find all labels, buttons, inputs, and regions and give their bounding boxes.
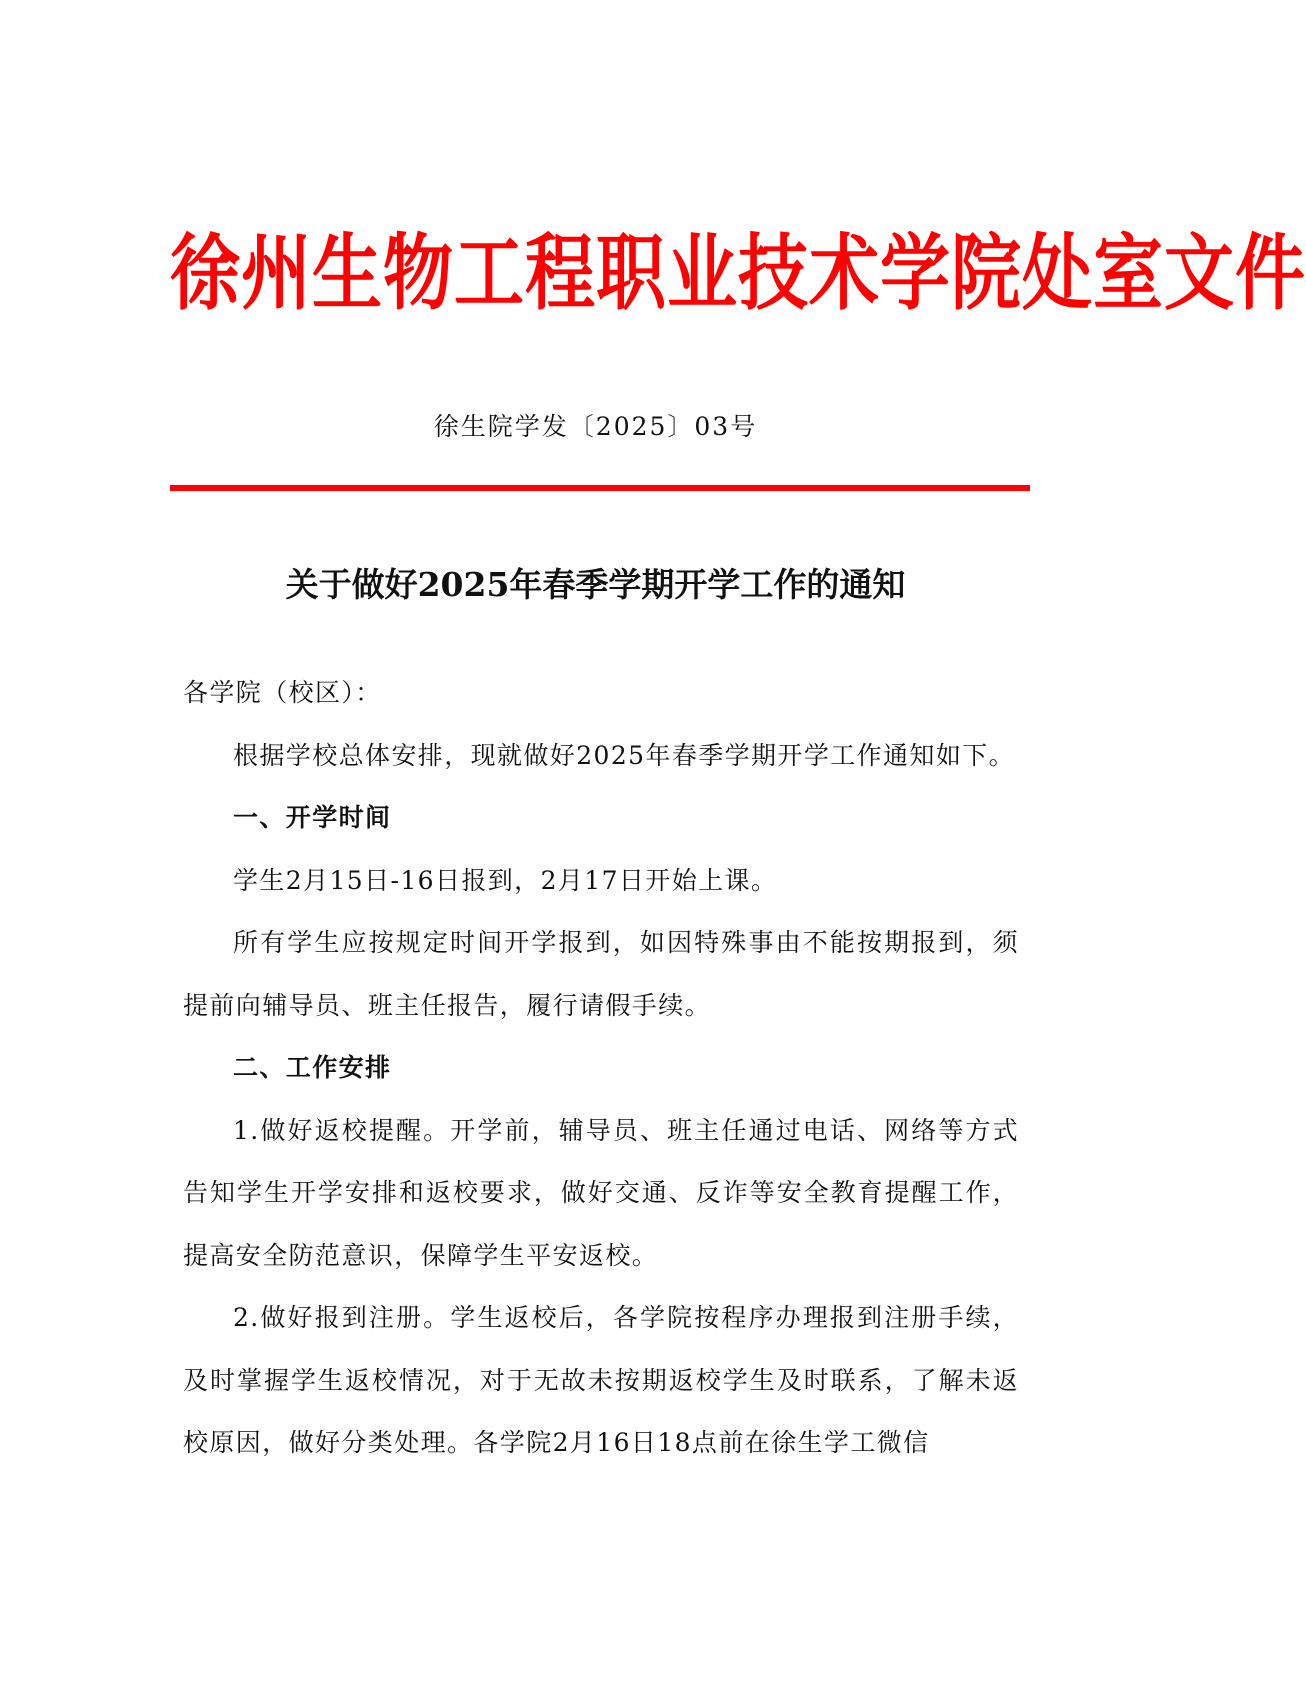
section-heading-work-arrangement: 二、工作安排 <box>233 1053 392 1082</box>
document-body <box>183 662 1019 1475</box>
paragraph: 1.做好返校提醒。开学前，辅导员、班主任通过电话、网络等方式告知学生开学安排和返校要求，做好交通、反诈等安全教育提醒工作，提高安全防范意识，保障学生平安返校。 <box>183 1115 1019 1270</box>
document-title: 关于做好2025年春季学期开学工作的通知 <box>285 565 906 604</box>
salutation: 各学院（校区）： <box>183 678 382 707</box>
section-heading-start-time: 一、开学时间 <box>233 803 392 832</box>
paragraph: 学生2月15日-16日报到，2月17日开始上课。 <box>233 865 778 895</box>
paragraph: 所有学生应按规定时间开学报到，如因特殊事由不能按期报到，须提前向辅导员、班主任报告，履行请假手续。 <box>183 928 1019 1020</box>
paragraph: 2.做好报到注册。学生返校后，各学院按程序办理报到注册手续，及时掌握学生返校情况，对于无故未按期返校学生及时联系，了解未返校原因，做好分类处理。各学院2月16日18点前在徐生学工微信 <box>183 1303 1019 1457</box>
issuing-office-header: 徐州生物工程职业技术学院处室文件 <box>170 224 1306 322</box>
intro-paragraph: 根据学校总体安排，现就做好2025年春季学期开学工作通知如下。 <box>233 740 1016 770</box>
red-separator-line <box>170 485 1030 491</box>
document-number: 徐生院学发〔2025〕03号 <box>433 412 758 441</box>
